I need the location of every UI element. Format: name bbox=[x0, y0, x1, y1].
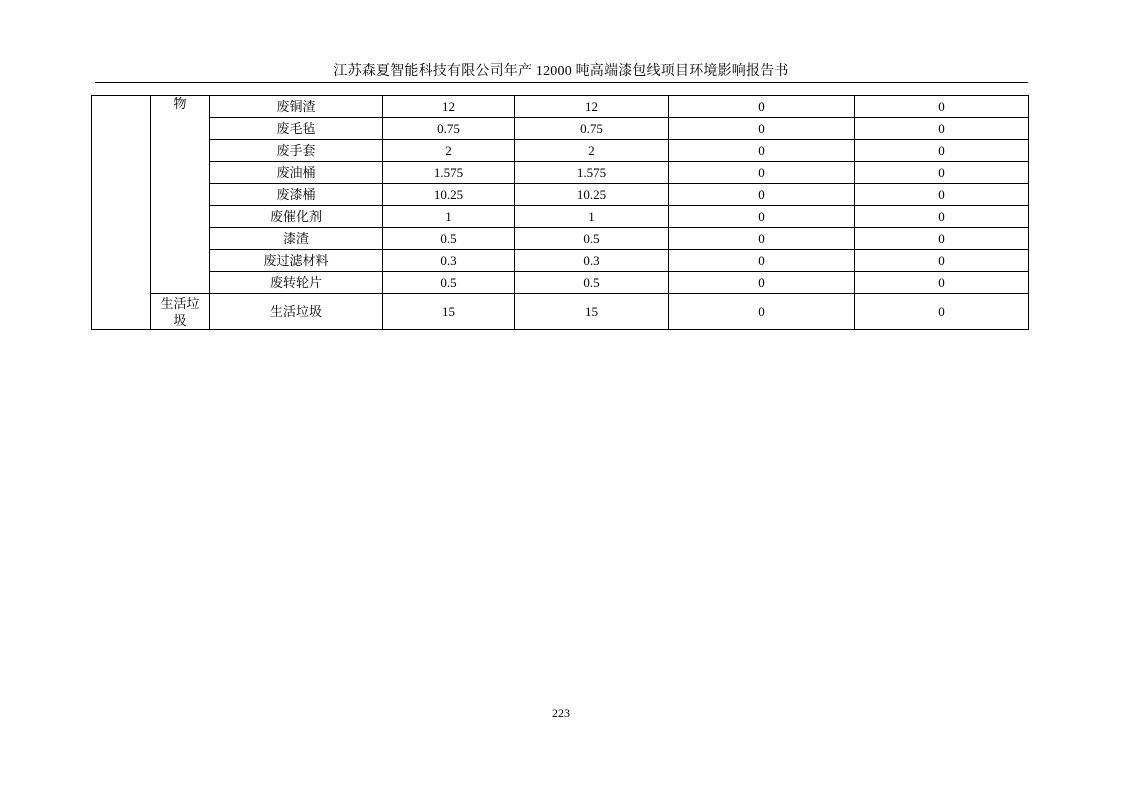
value-cell: 1 bbox=[515, 206, 669, 228]
category-cell-hazardous: 物 bbox=[151, 96, 210, 294]
value-cell: 1.575 bbox=[515, 162, 669, 184]
value-cell: 0 bbox=[855, 228, 1029, 250]
waste-name-cell: 废毛毡 bbox=[210, 118, 383, 140]
waste-name-cell: 废漆桶 bbox=[210, 184, 383, 206]
waste-name-cell: 废催化剂 bbox=[210, 206, 383, 228]
waste-name-cell: 废转轮片 bbox=[210, 272, 383, 294]
value-cell: 0 bbox=[669, 272, 855, 294]
table-row bbox=[92, 162, 1029, 184]
table-row bbox=[92, 206, 1029, 228]
value-cell: 0 bbox=[669, 96, 855, 118]
value-cell: 0.3 bbox=[383, 250, 515, 272]
value-cell: 0 bbox=[855, 118, 1029, 140]
value-cell: 0 bbox=[855, 140, 1029, 162]
value-cell: 0 bbox=[669, 140, 855, 162]
waste-table bbox=[91, 95, 1029, 330]
header-rule bbox=[95, 82, 1028, 83]
value-cell: 0 bbox=[855, 96, 1029, 118]
value-cell: 0 bbox=[855, 272, 1029, 294]
value-cell: 12 bbox=[515, 96, 669, 118]
value-cell: 12 bbox=[383, 96, 515, 118]
waste-name-cell: 漆渣 bbox=[210, 228, 383, 250]
category-domestic-label: 生活垃圾 bbox=[160, 295, 200, 328]
value-cell: 10.25 bbox=[515, 184, 669, 206]
waste-name-cell: 废手套 bbox=[210, 140, 383, 162]
value-cell: 2 bbox=[383, 140, 515, 162]
value-cell: 0 bbox=[855, 184, 1029, 206]
value-cell: 0 bbox=[669, 250, 855, 272]
value-cell: 0 bbox=[669, 294, 855, 330]
value-cell: 0 bbox=[669, 228, 855, 250]
value-cell: 0.75 bbox=[515, 118, 669, 140]
value-cell: 10.25 bbox=[383, 184, 515, 206]
value-cell: 2 bbox=[515, 140, 669, 162]
table-row bbox=[92, 118, 1029, 140]
value-cell: 0.5 bbox=[515, 272, 669, 294]
value-cell: 0 bbox=[669, 118, 855, 140]
value-cell: 0 bbox=[855, 206, 1029, 228]
waste-name-cell: 废过滤材料 bbox=[210, 250, 383, 272]
value-cell: 0 bbox=[855, 294, 1029, 330]
value-cell: 0.5 bbox=[383, 228, 515, 250]
value-cell: 1 bbox=[383, 206, 515, 228]
value-cell: 0 bbox=[855, 250, 1029, 272]
table-row bbox=[92, 228, 1029, 250]
value-cell: 0 bbox=[855, 162, 1029, 184]
waste-name-cell: 废油桶 bbox=[210, 162, 383, 184]
table-row bbox=[92, 250, 1029, 272]
value-cell: 0.75 bbox=[383, 118, 515, 140]
value-cell: 15 bbox=[515, 294, 669, 330]
value-cell: 0.5 bbox=[383, 272, 515, 294]
value-cell: 15 bbox=[383, 294, 515, 330]
category-cell-domestic bbox=[151, 294, 210, 330]
value-cell: 0 bbox=[669, 206, 855, 228]
table-row bbox=[92, 140, 1029, 162]
category-cell-empty bbox=[92, 96, 151, 330]
table-row bbox=[92, 294, 1029, 330]
value-cell: 0.3 bbox=[515, 250, 669, 272]
waste-name-cell: 生活垃圾 bbox=[210, 294, 383, 330]
value-cell: 0 bbox=[669, 162, 855, 184]
table-row bbox=[92, 96, 1029, 118]
page-number: 223 bbox=[552, 706, 570, 720]
page-header-title: 江苏森夏智能科技有限公司年产 12000 吨高端漆包线项目环境影响报告书 bbox=[333, 64, 789, 79]
value-cell: 0 bbox=[669, 184, 855, 206]
table-row bbox=[92, 272, 1029, 294]
table-row bbox=[92, 184, 1029, 206]
value-cell: 0.5 bbox=[515, 228, 669, 250]
value-cell: 1.575 bbox=[383, 162, 515, 184]
waste-name-cell: 废铜渣 bbox=[210, 96, 383, 118]
